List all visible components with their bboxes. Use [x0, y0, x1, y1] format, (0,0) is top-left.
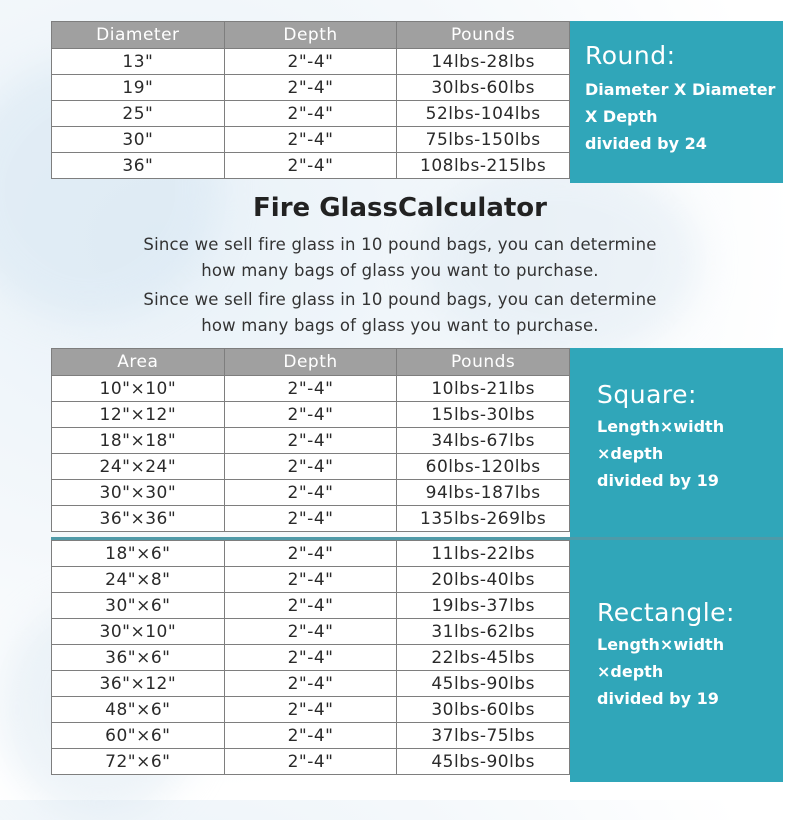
- round-formula-panel: [570, 21, 783, 183]
- cell-depth: 2"-4": [224, 153, 397, 179]
- cell-depth: 2"-4": [224, 376, 397, 402]
- cell-diameter: 36": [52, 153, 225, 179]
- cell-depth: 2"-4": [224, 127, 397, 153]
- column-header-depth: Depth: [224, 22, 397, 49]
- paragraph-line: Since we sell fire glass in 10 pound bags, you can determine: [143, 235, 657, 254]
- table-row: [52, 127, 570, 153]
- cell-depth: 2"-4": [224, 541, 397, 567]
- cell-pounds: 31lbs-62lbs: [397, 619, 570, 645]
- cell-area: 12"×12": [52, 402, 225, 428]
- table-row: [52, 619, 570, 645]
- cell-area: 60"×6": [52, 723, 225, 749]
- cell-pounds: 45lbs-90lbs: [397, 671, 570, 697]
- cell-area: 30"×6": [52, 593, 225, 619]
- square-table: [51, 348, 570, 532]
- table-row: [52, 645, 570, 671]
- table-row: [52, 749, 570, 775]
- cell-area: 48"×6": [52, 697, 225, 723]
- table-row: [52, 454, 570, 480]
- cell-area: 10"×10": [52, 376, 225, 402]
- cell-pounds: 52lbs-104lbs: [397, 101, 570, 127]
- cell-pounds: 45lbs-90lbs: [397, 749, 570, 775]
- cell-pounds: 30lbs-60lbs: [397, 697, 570, 723]
- paragraph-line: how many bags of glass you want to purchase.: [201, 316, 599, 335]
- cell-depth: 2"-4": [224, 671, 397, 697]
- paragraph-line: Since we sell fire glass in 10 pound bags, you can determine: [143, 290, 657, 309]
- cell-depth: 2"-4": [224, 619, 397, 645]
- table-row: [52, 541, 570, 567]
- cell-depth: 2"-4": [224, 749, 397, 775]
- rectangle-formula-line: Length×width: [597, 635, 725, 654]
- page-title: Fire GlassCalculator: [253, 193, 547, 223]
- cell-area: 18"×6": [52, 541, 225, 567]
- cell-depth: 2"-4": [224, 697, 397, 723]
- rectangle-formula-line: divided by 19: [597, 689, 719, 708]
- square-formula-line: divided by 19: [597, 471, 719, 490]
- cell-area: 30"×10": [52, 619, 225, 645]
- cell-area: 36"×6": [52, 645, 225, 671]
- cell-depth: 2"-4": [224, 593, 397, 619]
- table-row: [52, 75, 570, 101]
- cell-depth: 2"-4": [224, 428, 397, 454]
- cell-pounds: 94lbs-187lbs: [397, 480, 570, 506]
- table-row: [52, 101, 570, 127]
- square-formula-line: ×depth: [597, 444, 664, 463]
- square-formula-title: Square:: [597, 380, 697, 409]
- cell-pounds: 22lbs-45lbs: [397, 645, 570, 671]
- cell-pounds: 135lbs-269lbs: [397, 506, 570, 532]
- cell-diameter: 13": [52, 49, 225, 75]
- column-header-depth: Depth: [224, 349, 397, 376]
- round-formula-line: divided by 24: [585, 134, 707, 153]
- cell-area: 24"×8": [52, 567, 225, 593]
- column-header-area: Area: [52, 349, 225, 376]
- column-header-diameter: Diameter: [52, 22, 225, 49]
- table-row: [52, 723, 570, 749]
- cell-pounds: 20lbs-40lbs: [397, 567, 570, 593]
- cell-area: 36"×12": [52, 671, 225, 697]
- cell-pounds: 10lbs-21lbs: [397, 376, 570, 402]
- cell-depth: 2"-4": [224, 402, 397, 428]
- intro-paragraph: [0, 287, 800, 339]
- cell-pounds: 60lbs-120lbs: [397, 454, 570, 480]
- cell-depth: 2"-4": [224, 645, 397, 671]
- round-table: [51, 21, 570, 179]
- cell-diameter: 25": [52, 101, 225, 127]
- table-row: [52, 428, 570, 454]
- square-formula-line: Length×width: [597, 417, 725, 436]
- cell-area: 72"×6": [52, 749, 225, 775]
- table-header-row: [52, 22, 570, 49]
- round-formula-line: Diameter X Diameter: [585, 80, 776, 99]
- rectangle-table: [51, 540, 570, 775]
- cell-pounds: 37lbs-75lbs: [397, 723, 570, 749]
- table-row: [52, 593, 570, 619]
- rectangle-formula-title: Rectangle:: [597, 598, 735, 627]
- table-row: [52, 480, 570, 506]
- cell-depth: 2"-4": [224, 454, 397, 480]
- cell-depth: 2"-4": [224, 480, 397, 506]
- cell-depth: 2"-4": [224, 506, 397, 532]
- cell-pounds: 11lbs-22lbs: [397, 541, 570, 567]
- cell-depth: 2"-4": [224, 49, 397, 75]
- cell-depth: 2"-4": [224, 75, 397, 101]
- rectangle-formula-panel: [570, 540, 783, 782]
- paragraph-line: how many bags of glass you want to purchase.: [201, 261, 599, 280]
- table-row: [52, 506, 570, 532]
- cell-area: 30"×30": [52, 480, 225, 506]
- cell-area: 36"×36": [52, 506, 225, 532]
- table-row: [52, 376, 570, 402]
- cell-area: 24"×24": [52, 454, 225, 480]
- cell-depth: 2"-4": [224, 723, 397, 749]
- round-formula-line: X Depth: [585, 107, 658, 126]
- cell-depth: 2"-4": [224, 567, 397, 593]
- cell-pounds: 14lbs-28lbs: [397, 49, 570, 75]
- column-header-pounds: Pounds: [397, 22, 570, 49]
- round-formula-title: Round:: [585, 41, 676, 70]
- cell-area: 18"×18": [52, 428, 225, 454]
- cell-pounds: 75lbs-150lbs: [397, 127, 570, 153]
- table-row: [52, 567, 570, 593]
- table-row: [52, 49, 570, 75]
- table-row: [52, 697, 570, 723]
- cell-diameter: 19": [52, 75, 225, 101]
- cell-diameter: 30": [52, 127, 225, 153]
- cell-depth: 2"-4": [224, 101, 397, 127]
- cell-pounds: 108lbs-215lbs: [397, 153, 570, 179]
- cell-pounds: 19lbs-37lbs: [397, 593, 570, 619]
- square-formula-panel: [570, 348, 783, 537]
- cell-pounds: 34lbs-67lbs: [397, 428, 570, 454]
- cell-pounds: 30lbs-60lbs: [397, 75, 570, 101]
- column-header-pounds: Pounds: [397, 349, 570, 376]
- table-row: [52, 671, 570, 697]
- table-row: [52, 402, 570, 428]
- table-row: [52, 153, 570, 179]
- cell-pounds: 15lbs-30lbs: [397, 402, 570, 428]
- table-header-row: [52, 349, 570, 376]
- rectangle-formula-line: ×depth: [597, 662, 664, 681]
- intro-paragraph: [0, 232, 800, 284]
